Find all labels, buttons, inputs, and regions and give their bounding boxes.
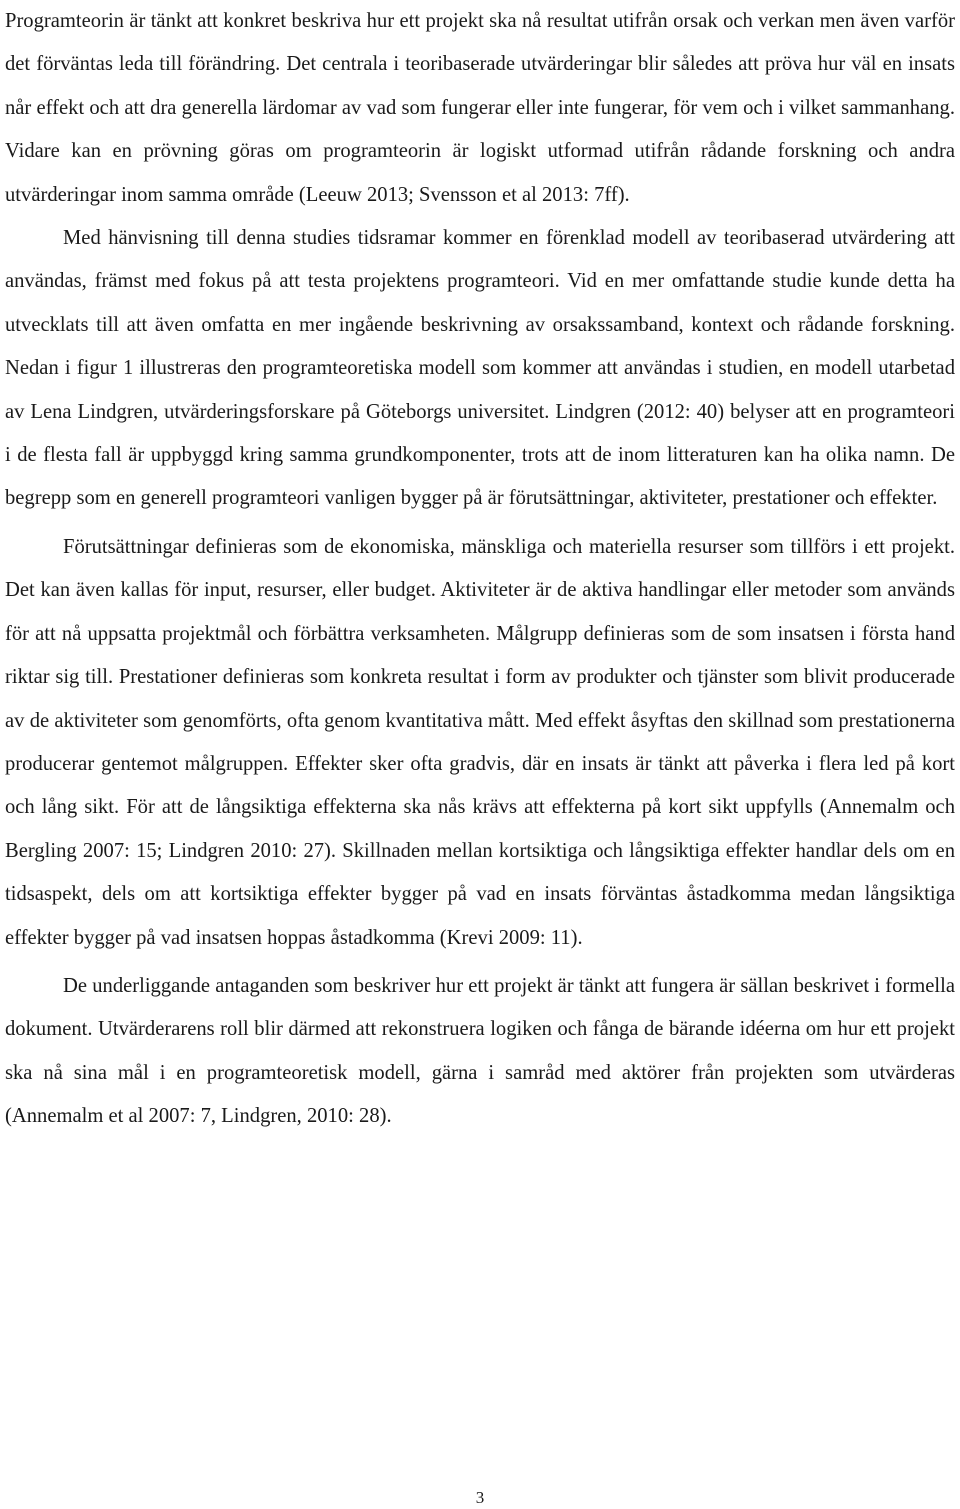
document-body [5,0,955,1139]
paragraph-programteori-intro: Programteorin är tänkt att konkret beskriva hur ett projekt ska nå resultat utifrån orsak och verkan men även varför det förväntas leda till förändring. Det centrala i teoribaserade utvärderingar blir således att pröva hur väl en insats når effekt och att dra generella lärdomar av vad som fungerar eller inte fungerar, för vem och i vilket sammanhang. Vidare kan en prövning göras om programteorin är logiskt utformad utifrån rådande forskning och andra utvärderingar inom samma område (Leeuw 2013; Svensson et al 2013: 7ff). [5,10,955,206]
page-number: 3 [475,1488,485,1507]
paragraph-forenklad-modell: Med hänvisning till denna studies tidsramar kommer en förenklad modell av teoribaserad utvärdering att användas, främst med fokus på att testa projektens programteori. Vid en mer omfattande studie kunde detta ha utvecklats till att även omfatta en mer ingående beskrivning av orsakssamband, kontext och rådande forskning. Nedan i figur 1 illustreras den programteoretiska modell som kommer att användas i studien, en modell utarbetad av Lena Lindgren, utvärderingsforskare på Göteborgs universitet. Lindgren (2012: 40) belyser att en programteori i de flesta fall är uppbyggd kring samma grundkomponenter, trots att de inom litteraturen kan ha olika namn. De begrepp som en generell programteori vanligen bygger på är förutsättningar, aktiviteter, prestationer och effekter. [5,227,955,510]
paragraph-forutsattningar: Förutsättningar definieras som de ekonomiska, mänskliga och materiella resurser som tillförs i ett projekt. Det kan även kallas för input, resurser, eller budget. Aktiviteter är de aktiva handlingar eller metoder som används för att nå uppsatta projektmål och förbättra verksamheten. Målgrupp definieras som de som insatsen i första hand riktar sig till. Prestationer definieras som konkreta resultat i form av produkter och tjänster som blivit producerade av de aktiviteter som genomförts, ofta genom kvantitativa mått. Med effekt åsyftas den skillnad som prestationerna producerar gentemot målgruppen. Effekter sker ofta gradvis, där en insats är tänkt att påverka i flera led på kort och lång sikt. För att de långsiktiga effekterna ska nås krävs att effekterna på kort sikt uppfylls (Annemalm och Bergling 2007: 15; Lindgren 2010: 27). Skillnaden mellan kortsiktiga och långsiktiga effekter handlar dels om en tidsaspekt, dels om att kortsiktiga effekter bygger på vad en insats förväntas åstadkomma medan långsiktiga effekter bygger på vad insatsen hoppas åstadkomma (Krevi 2009: 11). [5,535,955,949]
paragraph-underliggande-antaganden: De underliggande antaganden som beskriver hur ett projekt är tänkt att fungera är sällan beskrivet i formella dokument. Utvärderarens roll blir därmed att rekonstruera logiken och fånga de bärande idéerna om hur ett projekt ska nå sina mål i en programteoretisk modell, gärna i samråd med aktörer från projekten som utvärderas (Annemalm et al 2007: 7, Lindgren, 2010: 28). [5,974,955,1128]
